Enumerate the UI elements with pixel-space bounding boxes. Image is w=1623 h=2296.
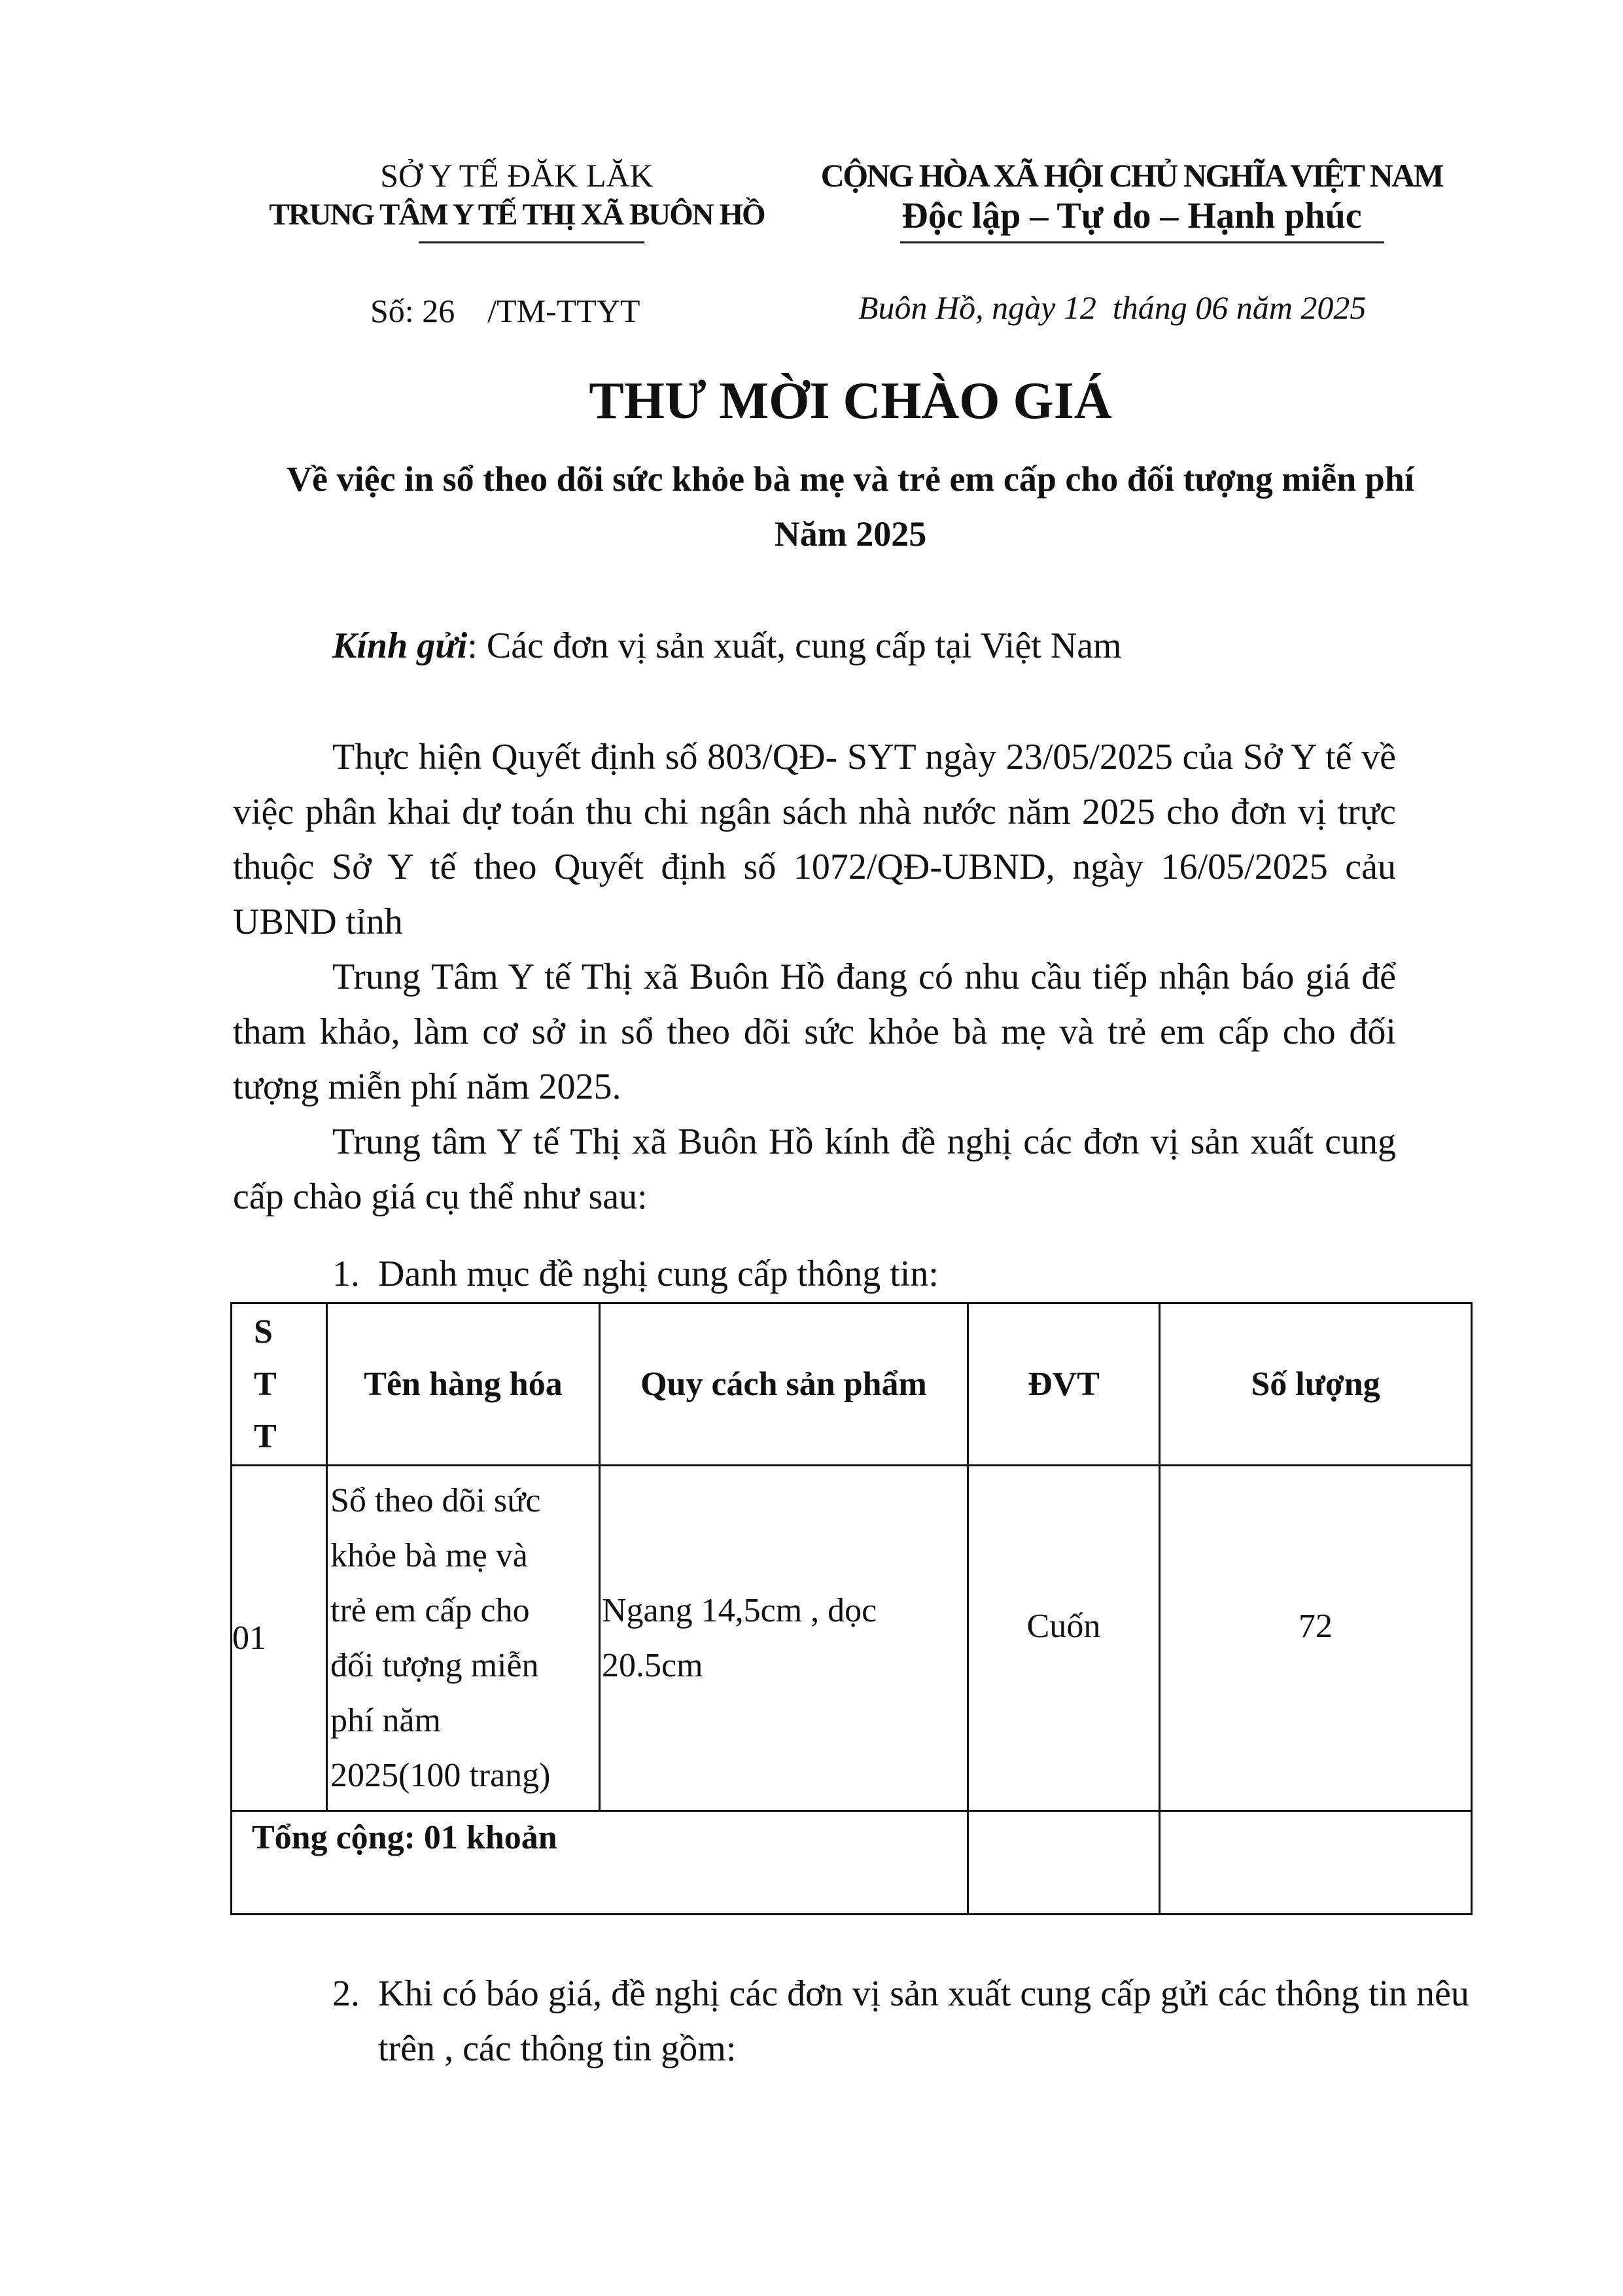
subtitle-line-2: Năm 2025 [774, 514, 927, 554]
subtitle-line-1: Về việc in sổ theo dõi sức khỏe bà mẹ và trẻ em cấp cho đối tượng miễn phí [287, 459, 1414, 499]
paragraph-request: Trung tâm Y tế Thị xã Buôn Hồ kính đề nghị các đơn vị sản xuất cung cấp chào giá cụ thể như sau: [233, 1122, 1396, 1217]
total-quantity-empty [1160, 1811, 1472, 1915]
document-title: THƯ MỜI CHÀO GIÁ [589, 372, 1112, 430]
header-quantity: Số lượng [1160, 1303, 1472, 1466]
agency-underline [419, 241, 644, 243]
recipient-text: : Các đơn vị sản xuất, cung cấp tại Việt Nam [467, 626, 1122, 666]
header-stt: S T T [232, 1303, 327, 1466]
document-number: Số: 26 /TM-TTYT [370, 292, 640, 329]
table-total-row [232, 1811, 1472, 1915]
row-quantity: 72 [1160, 1466, 1472, 1811]
country-name: CỘNG HÒA XÃ HỘI CHỦ NGHĨA VIỆT NAM [820, 157, 1443, 194]
paragraph-need: Trung Tâm Y tế Thị xã Buôn Hồ đang có nhu cầu tiếp nhận báo giá để tham khảo, làm cơ sở in sổ theo dõi sức khỏe bà mẹ và trẻ em cấp cho đối tượng miễn phí năm 2025. [233, 957, 1396, 1107]
paragraph-decision: Thực hiện Quyết định số 803/QĐ- SYT ngày 23/05/2025 của Sở Y tế về việc phân khai dự toán thu chi ngân sách nhà nước năm 2025 cho đơn vị trực thuộc Sở Y tế theo Quyết định số 1072/QĐ-UBND, ngày 16/05/2025 cảu UBND tỉnh [233, 737, 1396, 942]
row-unit: Cuốn [968, 1466, 1160, 1811]
row-goods-name: Sổ theo dõi sức khỏe bà mẹ và trẻ em cấp cho đối tượng miễn phí năm 2025(100 trang) [327, 1466, 600, 1811]
issuing-agency-block [229, 156, 805, 234]
national-header-block [805, 156, 1459, 237]
body-paragraphs [233, 730, 1396, 1224]
list-item-2-number: 2. [332, 1973, 360, 2014]
list-item-1: 1. Danh mục đề nghị cung cấp thông tin: [332, 1254, 939, 1294]
total-unit-empty [968, 1811, 1160, 1915]
agency-name: TRUNG TÂM Y TẾ THỊ XÃ BUÔN HỒ [269, 198, 765, 232]
list-item-2-text: Khi có báo giá, đề nghị các đơn vị sản xuất cung cấp gửi các thông tin nêu trên , các thông tin gồm: [378, 1973, 1469, 2069]
document-subtitle [216, 451, 1485, 561]
parent-agency-name: SỞ Y TẾ ĐĂK LĂK [380, 157, 654, 194]
recipient-label: Kính gửi [332, 626, 468, 666]
header-goods-name: Tên hàng hóa [327, 1303, 600, 1466]
row-specification: Ngang 14,5cm , dọc 20.5cm [600, 1466, 968, 1811]
total-label: Tổng cộng: 01 khoản [232, 1811, 968, 1915]
goods-table [230, 1302, 1473, 1915]
document-date: Buôn Hồ, ngày 12 tháng 06 năm 2025 [858, 289, 1367, 326]
header-specification: Quy cách sản phẩm [600, 1303, 968, 1466]
row-stt: 01 [232, 1466, 327, 1811]
national-motto: Độc lập – Tự do – Hạnh phúc [901, 196, 1362, 236]
header-unit: ĐVT [968, 1303, 1160, 1466]
recipient-line [332, 618, 1122, 673]
motto-underline [900, 241, 1384, 243]
table-row [232, 1466, 1472, 1811]
table-header-row [232, 1303, 1472, 1466]
